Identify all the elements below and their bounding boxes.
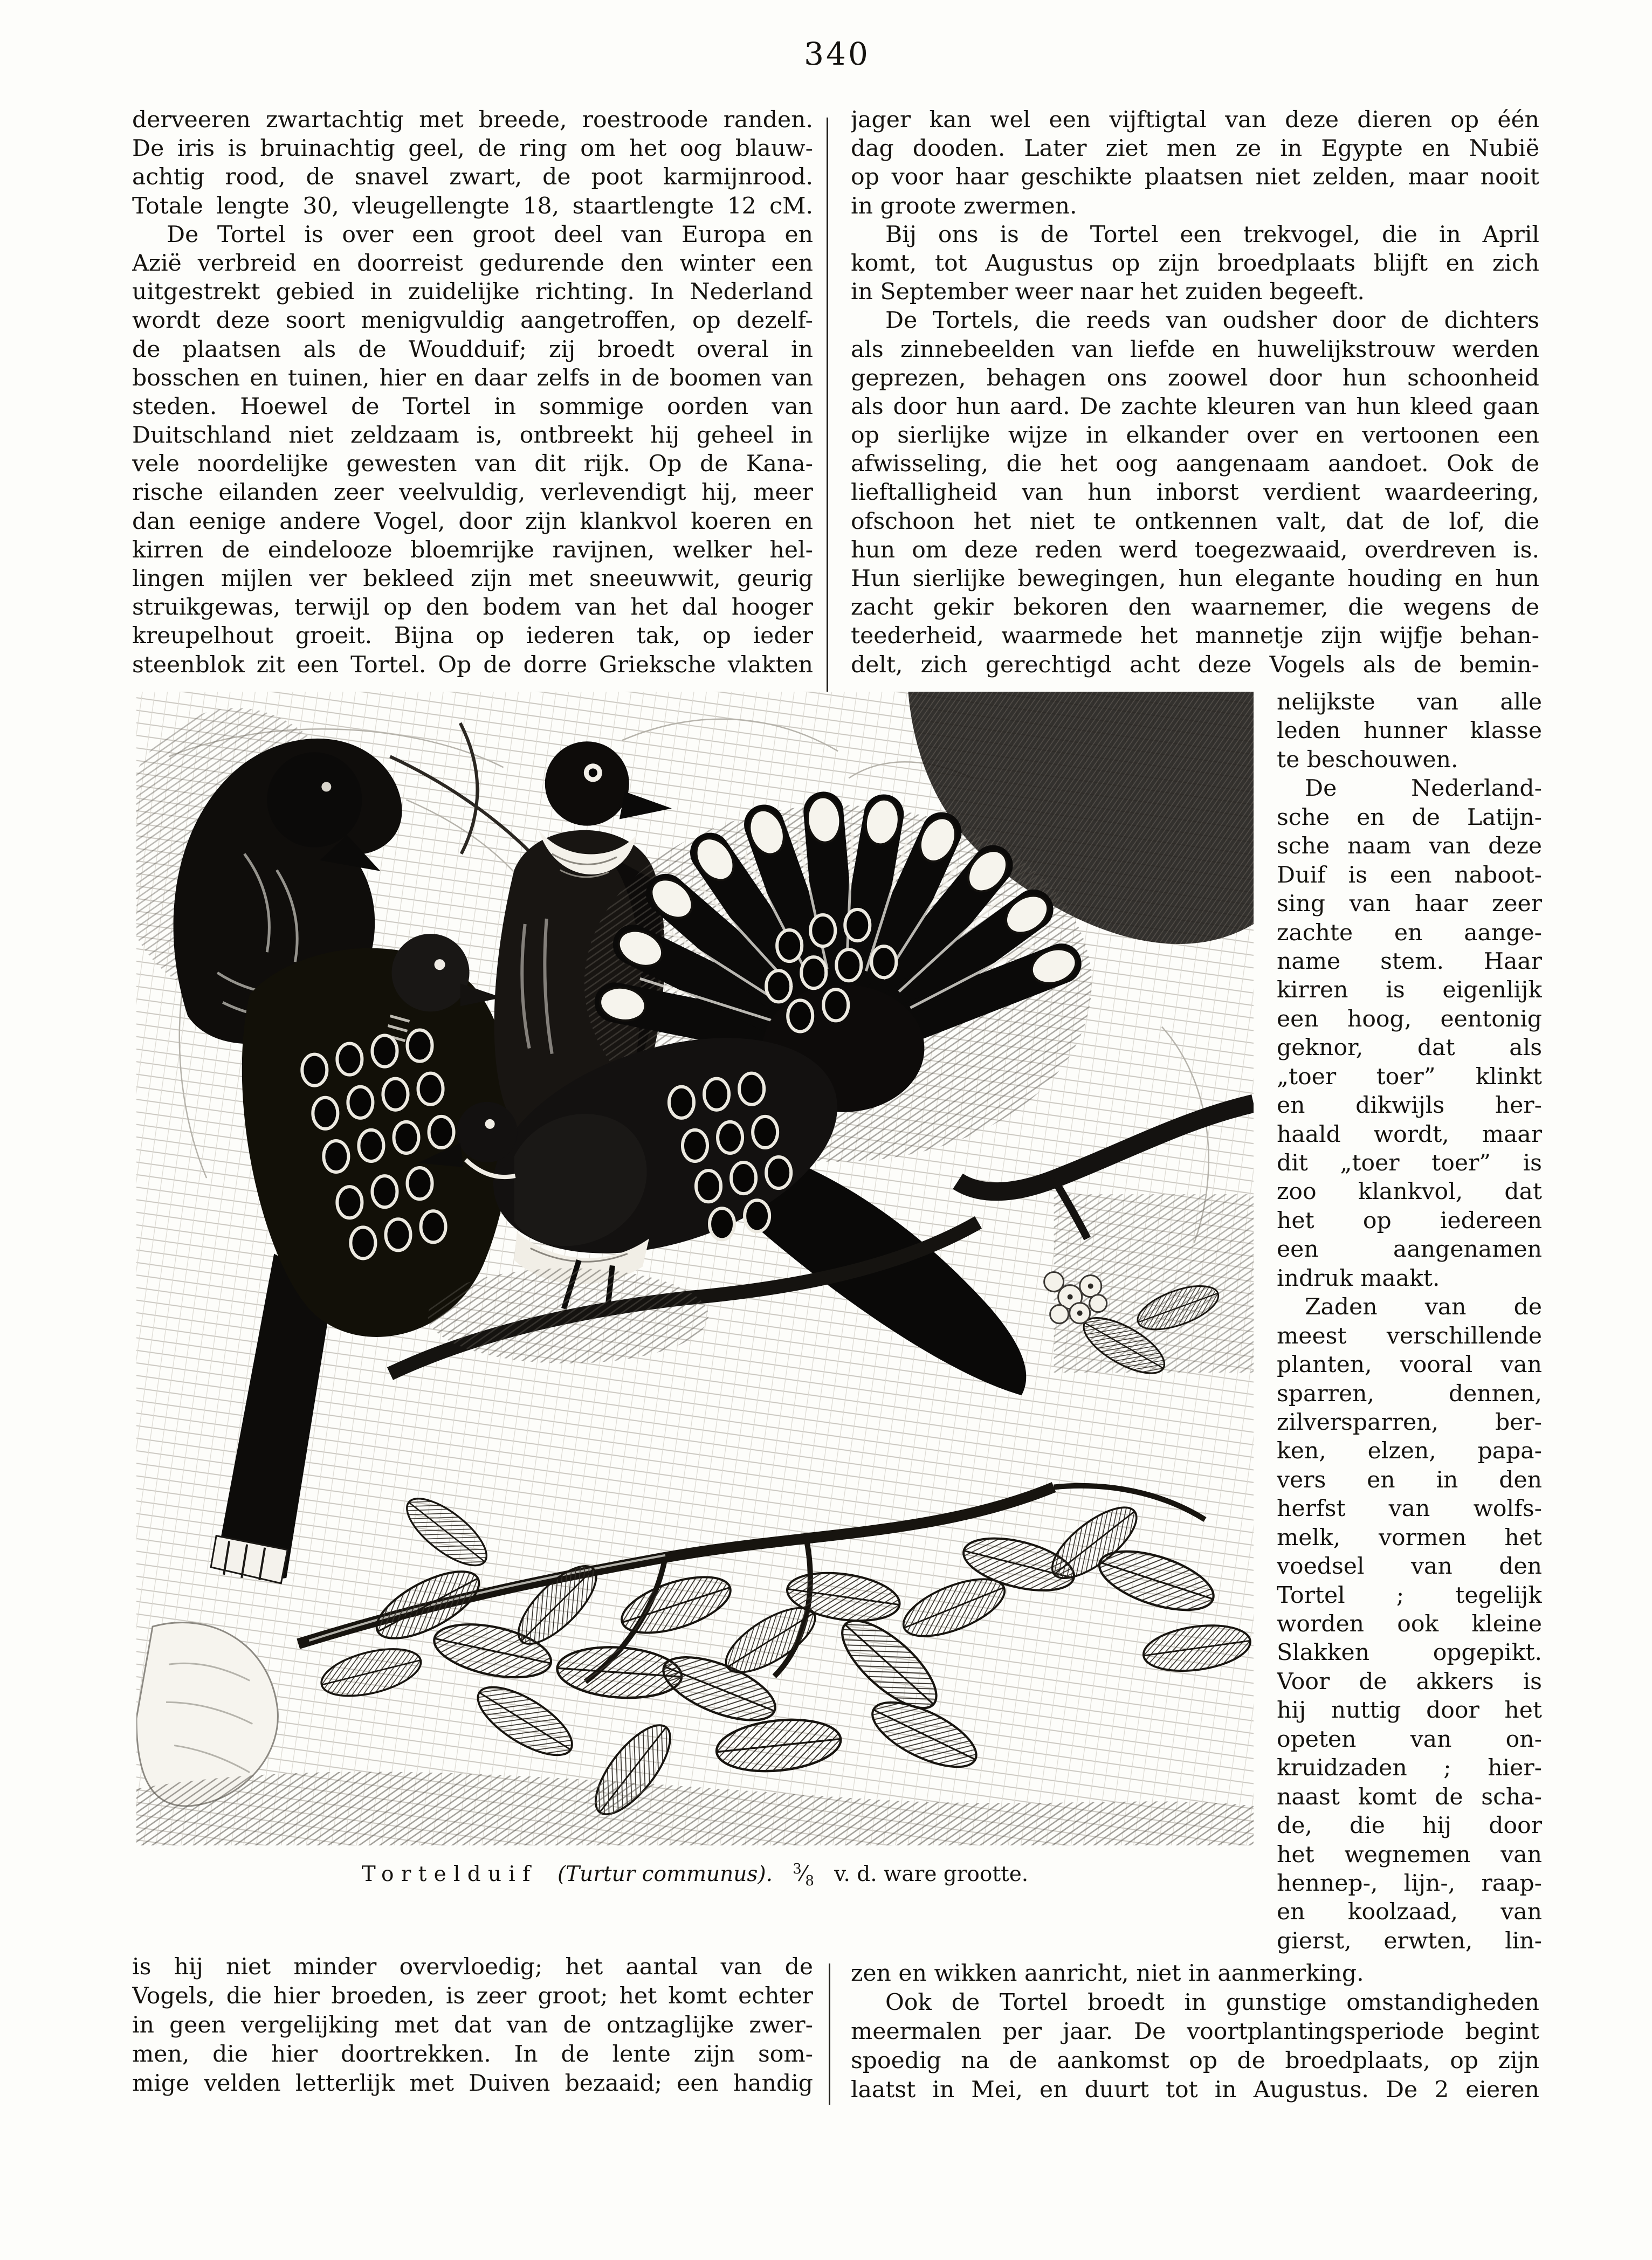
text-line: hun om deze reden werd toegezwaaid, overdreven is.	[851, 536, 1539, 563]
text-line: komt, tot Augustus op zijn broedplaats blijft en zich	[851, 250, 1539, 277]
text-line: Totale lengte 30, vleugellengte 18, staartlengte 12 cM.	[132, 192, 813, 219]
text-line: geknor, dat als	[1277, 1035, 1542, 1062]
column-divider-top	[827, 118, 828, 704]
text-line: Ook de Tortel broedt in gunstige omstandigheden	[885, 1989, 1539, 2016]
text-line: opeten van on-	[1277, 1726, 1542, 1753]
text-line: Zaden van de	[1305, 1294, 1542, 1321]
text-line: jager kan wel een vijftigtal van deze dieren op één	[851, 107, 1539, 133]
text-line: De Tortel is over een groot deel van Europa en	[167, 221, 813, 248]
text-line: „toer toer” klinkt	[1277, 1063, 1542, 1090]
text-line: mige velden letterlijk met Duiven bezaaid; een handig	[132, 2070, 813, 2097]
text-line: te beschouwen.	[1277, 746, 1458, 773]
text-line: is hij niet minder overvloedig; het aantal van de	[132, 1954, 813, 1980]
text-line: nelijkste van alle	[1277, 689, 1542, 715]
text-line: als zinnebeelden van liefde en huwelijkstrouw werden	[851, 336, 1539, 363]
text-line: zachte en aange-	[1277, 919, 1542, 946]
text-line: en koolzaad, van	[1277, 1899, 1542, 1926]
text-line: Vogels, die hier broeden, is zeer groot; het komt echter	[132, 1983, 813, 2009]
text-line: dit „toer toer” is	[1277, 1150, 1542, 1176]
text-line: kirren is eigenlijk	[1277, 977, 1542, 1004]
text-line: voedsel van den	[1277, 1553, 1542, 1580]
text-line: worden ook kleine	[1277, 1611, 1542, 1637]
text-line: De Nederland-	[1305, 775, 1542, 802]
text-line: als door hun aard. De zachte kleuren van hun kleed gaan	[851, 393, 1539, 420]
text-line: rische eilanden zeer veelvuldig, verlevendigt hij, meer	[132, 479, 813, 506]
text-line: afwisseling, die het oog aangenaam aandoet. Ook de	[851, 451, 1539, 478]
text-line: kruidzaden ; hier-	[1277, 1755, 1542, 1782]
text-line: melk, vormen het	[1277, 1524, 1542, 1551]
text-line: struikgewas, terwijl op den bodem van het dal hooger	[132, 594, 813, 621]
text-line: steenblok zit een Tortel. Op de dorre Grieksche vlakten	[132, 651, 813, 678]
text-line: en dikwijls her-	[1277, 1092, 1542, 1119]
text-line: sparren, dennen,	[1277, 1380, 1542, 1407]
text-line: sche naam van deze	[1277, 833, 1542, 860]
text-line: hennep-, lijn-, raap-	[1277, 1870, 1542, 1897]
text-line: De iris is bruinachtig geel, de ring om het oog blauw-	[132, 135, 813, 162]
text-line: De Tortels, die reeds van oudsher door de dichters	[885, 307, 1539, 334]
text-line: kirren de eindelooze bloemrijke ravijnen, welker hel-	[132, 536, 813, 563]
page-number: 340	[804, 36, 870, 72]
text-line: men, die hier doortrekken. In de lente zijn som-	[132, 2041, 813, 2068]
text-line: achtig rood, de snavel zwart, de poot karmijnrood.	[132, 164, 813, 191]
text-line: lieftalligheid van hun inborst verdient waardeering,	[851, 479, 1539, 506]
text-line: geprezen, behagen ons zoowel door hun schoonheid	[851, 364, 1539, 391]
text-line: ofschoon het niet te ontkennen valt, dat de lof, die	[851, 508, 1539, 535]
text-line: indruk maakt.	[1277, 1265, 1440, 1292]
text-line: Voor de akkers is	[1277, 1668, 1542, 1695]
text-line: ken, elzen, papa-	[1277, 1438, 1542, 1465]
text-line: bosschen en tuinen, hier en daar zelfs in de boomen van	[132, 364, 813, 391]
text-line: uitgestrekt gebied in zuidelijke richting. In Nederland	[132, 279, 813, 306]
dove-engraving	[136, 692, 1254, 1845]
text-line: Duif is een naboot-	[1277, 862, 1542, 888]
text-line: spoedig na de aankomst op de broedplaats, op zijn	[851, 2048, 1539, 2074]
text-line: steden. Hoewel de Tortel in sommige oorden van	[132, 393, 813, 420]
narrow-right-column	[1277, 688, 1542, 1955]
text-line: teederheid, waarmede het mannetje zijn wijfje behan-	[851, 623, 1539, 650]
text-line: kreupelhout groeit. Bijna op iederen tak, op ieder	[132, 623, 813, 650]
text-line: delt, zich gerechtigd acht deze Vogels als de bemin-	[851, 651, 1539, 678]
column-divider-bottom	[829, 1963, 830, 2105]
text-line: zen en wikken aanricht, niet in aanmerking.	[851, 1960, 1364, 1987]
text-line: zoo klankvol, dat	[1277, 1179, 1542, 1205]
text-line: de plaatsen als de Woudduif; zij broedt overal in	[132, 336, 813, 363]
text-line: sing van haar zeer	[1277, 891, 1542, 918]
text-line: Hun sierlijke bewegingen, hun elegante houding en hun	[851, 566, 1539, 592]
top-left-column	[132, 106, 813, 679]
text-line: zilversparren, ber-	[1277, 1409, 1542, 1436]
text-line: meermalen per jaar. De voortplantingsperiode begint	[851, 2018, 1539, 2045]
text-line: dan eenige andere Vogel, door zijn klankvol koeren en	[132, 508, 813, 535]
text-line: herfst van wolfs-	[1277, 1496, 1542, 1522]
text-line: dag dooden. Later ziet men ze in Egypte en Nubië	[851, 135, 1539, 162]
caption-species-name: Tortelduif	[361, 1862, 538, 1886]
figure-caption	[136, 1861, 1254, 1889]
caption-scale-fraction: $^3⁄_8$	[793, 1861, 814, 1889]
caption-scale-text: v. d. ware grootte.	[834, 1862, 1029, 1886]
text-line: het op iedereen	[1277, 1207, 1542, 1234]
bottom-right-column	[851, 1959, 1539, 2105]
text-line: Azië verbreid en doorreist gedurende den winter een	[132, 250, 813, 277]
text-line: wordt deze soort menigvuldig aangetroffen, op dezelf-	[132, 307, 813, 334]
text-line: naast komt de scha-	[1277, 1783, 1542, 1810]
nest-shadow	[428, 1268, 709, 1363]
bottom-left-column	[132, 1953, 813, 2098]
text-line: sche en de Latijn-	[1277, 804, 1542, 831]
text-line: een aangenamen	[1277, 1236, 1542, 1263]
text-line: laatst in Mei, en duurt tot in Augustus. De 2 eieren	[851, 2077, 1539, 2103]
text-line: lingen mijlen ver bekleed zijn met sneeuwwit, geurig	[132, 566, 813, 592]
text-line: leden hunner klasse	[1277, 718, 1542, 745]
text-line: vers en in den	[1277, 1466, 1542, 1493]
text-line: vele noordelijke gewesten van dit rijk. Op de Kana-	[132, 451, 813, 478]
text-line: zacht gekir bekoren den waarnemer, die wegens de	[851, 594, 1539, 621]
text-line: gierst, erwten, lin-	[1277, 1927, 1542, 1954]
text-line: haald wordt, maar	[1277, 1121, 1542, 1148]
text-line: Bij ons is de Tortel een trekvogel, die in April	[885, 221, 1539, 248]
text-line: in groote zwermen.	[851, 192, 1077, 219]
text-line: op sierlijke wijze in elkander over en vertoonen een	[851, 422, 1539, 449]
text-line: Duitschland niet zeldzaam is, ontbreekt hij geheel in	[132, 422, 813, 449]
text-line: meest verschillende	[1277, 1322, 1542, 1349]
text-line: derveeren zwartachtig met breede, roestroode randen.	[132, 107, 813, 133]
text-line: Tortel ; tegelijk	[1277, 1582, 1542, 1609]
dove-engraving-svg	[136, 692, 1254, 1845]
text-line: de, die hij door	[1277, 1813, 1542, 1839]
text-line: hij nuttig door het	[1277, 1697, 1542, 1724]
text-line: planten, vooral van	[1277, 1352, 1542, 1379]
top-right-column	[851, 106, 1539, 679]
text-line: het wegnemen van	[1277, 1841, 1542, 1868]
text-line: in geen vergelijking met dat van de ontzaglijke zwer-	[132, 2012, 813, 2038]
caption-latin-name: (Turtur communus).	[557, 1862, 773, 1886]
text-line: in September weer naar het zuiden begeeft.	[851, 279, 1365, 306]
text-line: name stem. Haar	[1277, 948, 1542, 975]
text-line: een hoog, eentonig	[1277, 1005, 1542, 1032]
text-line: op voor haar geschikte plaatsen niet zelden, maar nooit	[851, 164, 1539, 191]
text-line: Slakken opgepikt.	[1277, 1639, 1542, 1666]
